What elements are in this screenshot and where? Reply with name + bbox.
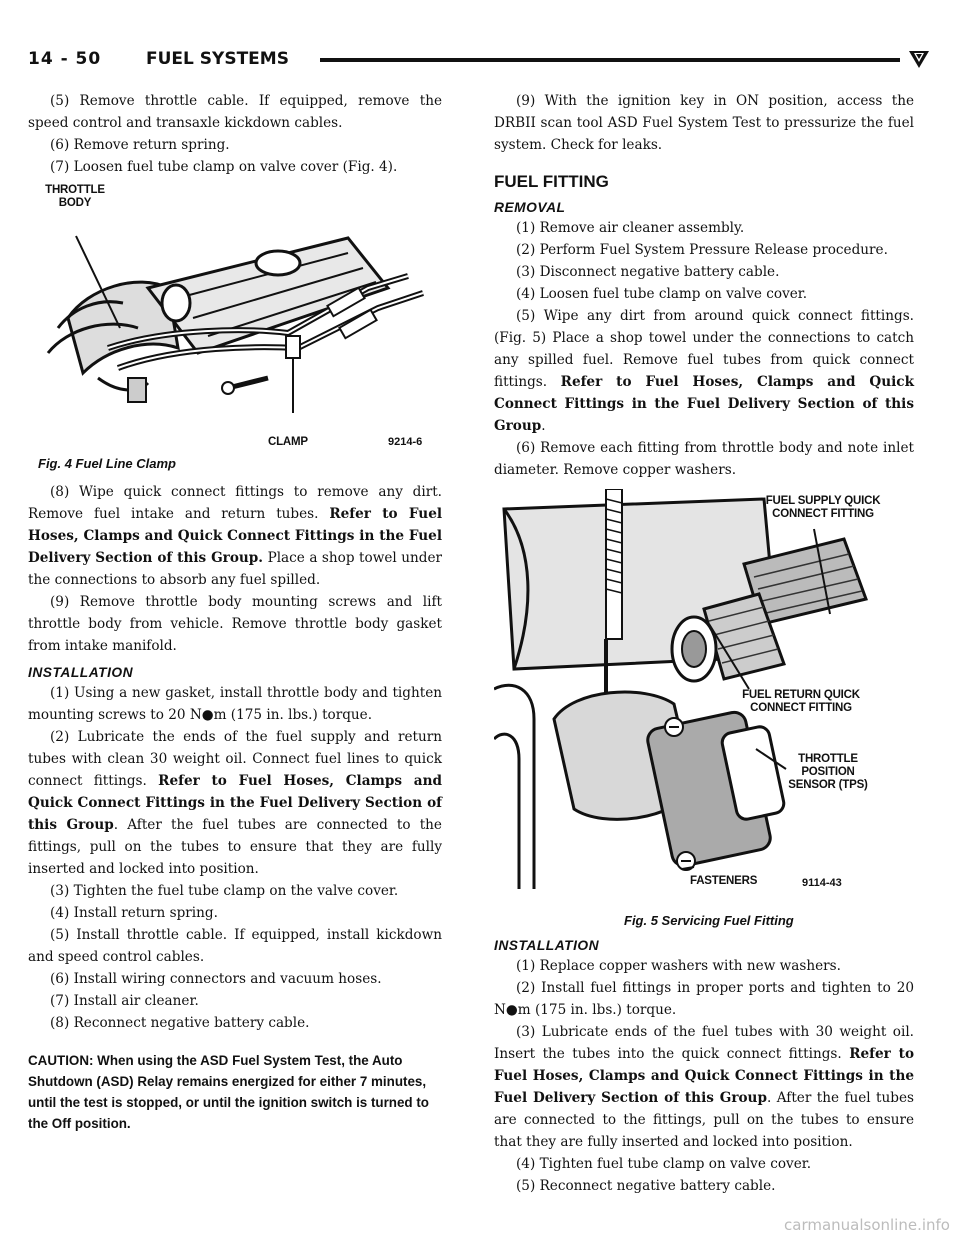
install-step-3: (3) Tighten the fuel tube clamp on the valve cover. (50, 883, 399, 899)
install-step-2: (2) Lubricate the ends of the fuel supply and return tubes with clean 30 weight oil. Connect fuel lines to quick connect fittings. Refer to Fuel Hoses, Clamps and Quick Connect Fittings in the Fuel Delivery Section of this Group. After the fuel tubes are connected to the fittings, pull on the tubes to ensure that they are fully inserted and locked into position. (28, 729, 442, 877)
step-7: (7) Loosen fuel tube clamp on valve cover (Fig. 4). (50, 159, 398, 175)
install-step-1: (1) Using a new gasket, install throttle body and tighten mounting screws to 20 N●m (175 in. lbs.) torque. (28, 685, 442, 723)
label-clamp: CLAMP (268, 436, 308, 448)
install-step-5: (5) Install throttle cable. If equipped, install kickdown and speed control cables. (28, 927, 442, 965)
chrysler-pentastar-icon (908, 48, 930, 70)
install-step-6: (6) Install wiring connectors and vacuum hoses. (50, 971, 382, 987)
figure-5-servicing-fuel-fitting (494, 489, 914, 907)
removal-step-4: (4) Loosen fuel tube clamp on valve cover. (516, 286, 808, 302)
removal-step-6: (6) Remove each fitting from throttle body and note inlet diameter. Remove copper washers. (494, 440, 914, 478)
installation-heading-right: INSTALLATION (494, 938, 600, 953)
left-column (28, 90, 442, 1134)
watermark: carmanualsonline.info (784, 1216, 950, 1234)
step-8: (8) Wipe quick connect fittings to remove any dirt. Remove fuel intake and return tubes. Refer to Fuel Hoses, Clamps and Quick Connect Fittings in the Fuel Delivery Section of this Group. Place a shop towel under the connections to absorb any fuel spilled. (28, 484, 443, 588)
fuel-fitting-heading: FUEL FITTING (494, 172, 609, 191)
install-step-8: (8) Reconnect negative battery cable. (50, 1015, 310, 1031)
removal-step-3: (3) Disconnect negative battery cable. (516, 264, 780, 280)
fitting-install-step-1: (1) Replace copper washers with new washers. (516, 958, 841, 974)
throttle-body-illustration (28, 178, 442, 450)
label-fuel-supply-fitting: FUEL SUPPLY QUICK CONNECT FITTING (765, 495, 881, 520)
removal-step-5: (5) Wipe any dirt from around quick connect fittings. (Fig. 5) Place a shop towel under the connections to catch any spilled fuel. Remove fuel tubes from quick connect fittings. Refer to Fuel Hoses, Clamps and Quick Connect Fittings in the Fuel Delivery Section of this Group. (494, 308, 914, 434)
label-fuel-return-fitting: FUEL RETURN QUICK CONNECT FITTING (742, 689, 860, 714)
removal-step-1: (1) Remove air cleaner assembly. (516, 220, 745, 236)
figure-5-caption: Fig. 5 Servicing Fuel Fitting (624, 913, 794, 928)
figure-5-code: 9114-43 (802, 877, 842, 889)
removal-heading: REMOVAL (494, 200, 566, 215)
label-throttle-body: THROTTLE BODY (45, 184, 105, 209)
fitting-install-step-2: (2) Install fuel fittings in proper ports and tighten to 20 N●m (175 in. lbs.) torque. (494, 980, 914, 1018)
fitting-install-step-4: (4) Tighten fuel tube clamp on valve cover. (516, 1156, 812, 1172)
step-6: (6) Remove return spring. (50, 137, 230, 153)
label-throttle-position-sensor: THROTTLE POSITION SENSOR (TPS) (788, 753, 868, 791)
install-step-4: (4) Install return spring. (50, 905, 218, 921)
header-rule (320, 58, 900, 62)
right-column (494, 90, 914, 1197)
fitting-install-step-5: (5) Reconnect negative battery cable. (516, 1178, 776, 1194)
page-header (28, 44, 932, 74)
label-fasteners: FASTENERS (690, 875, 758, 887)
step-9-right: (9) With the ignition key in ON position, access the DRBII scan tool ASD Fuel System Test to pressurize the fuel system. Check for leaks. (494, 93, 914, 153)
step-9: (9) Remove throttle body mounting screws and lift throttle body from vehicle. Remove throttle body gasket from intake manifold. (28, 594, 442, 654)
removal-step-2: (2) Perform Fuel System Pressure Release procedure. (516, 242, 888, 258)
installation-heading: INSTALLATION (28, 665, 134, 680)
figure-4-caption: Fig. 4 Fuel Line Clamp (38, 456, 176, 471)
page-number: 14 - 50 (28, 49, 102, 69)
figure-4-code: 9214-6 (388, 436, 423, 448)
install-step-7: (7) Install air cleaner. (50, 993, 199, 1009)
caution-note: CAUTION: When using the ASD Fuel System Test, the Auto Shutdown (ASD) Relay remains energized for either 7 minutes, until the test is stopped, or until the ignition switch is turned to the Off position. (28, 1053, 429, 1131)
step-5: (5) Remove throttle cable. If equipped, remove the speed control and transaxle kickdown cables. (28, 93, 442, 131)
fitting-install-step-3: (3) Lubricate ends of the fuel tubes with 30 weight oil. Insert the tubes into the quick connect fittings. Refer to Fuel Hoses, Clamps and Quick Connect Fittings in the Fuel Delivery Section of this Group. After the fuel tubes are connected to the fittings, pull on the tubes to ensure that they are fully inserted and locked into position. (494, 1024, 915, 1150)
figure-4-fuel-line-clamp (28, 178, 442, 450)
section-title: FUEL SYSTEMS (146, 49, 289, 69)
